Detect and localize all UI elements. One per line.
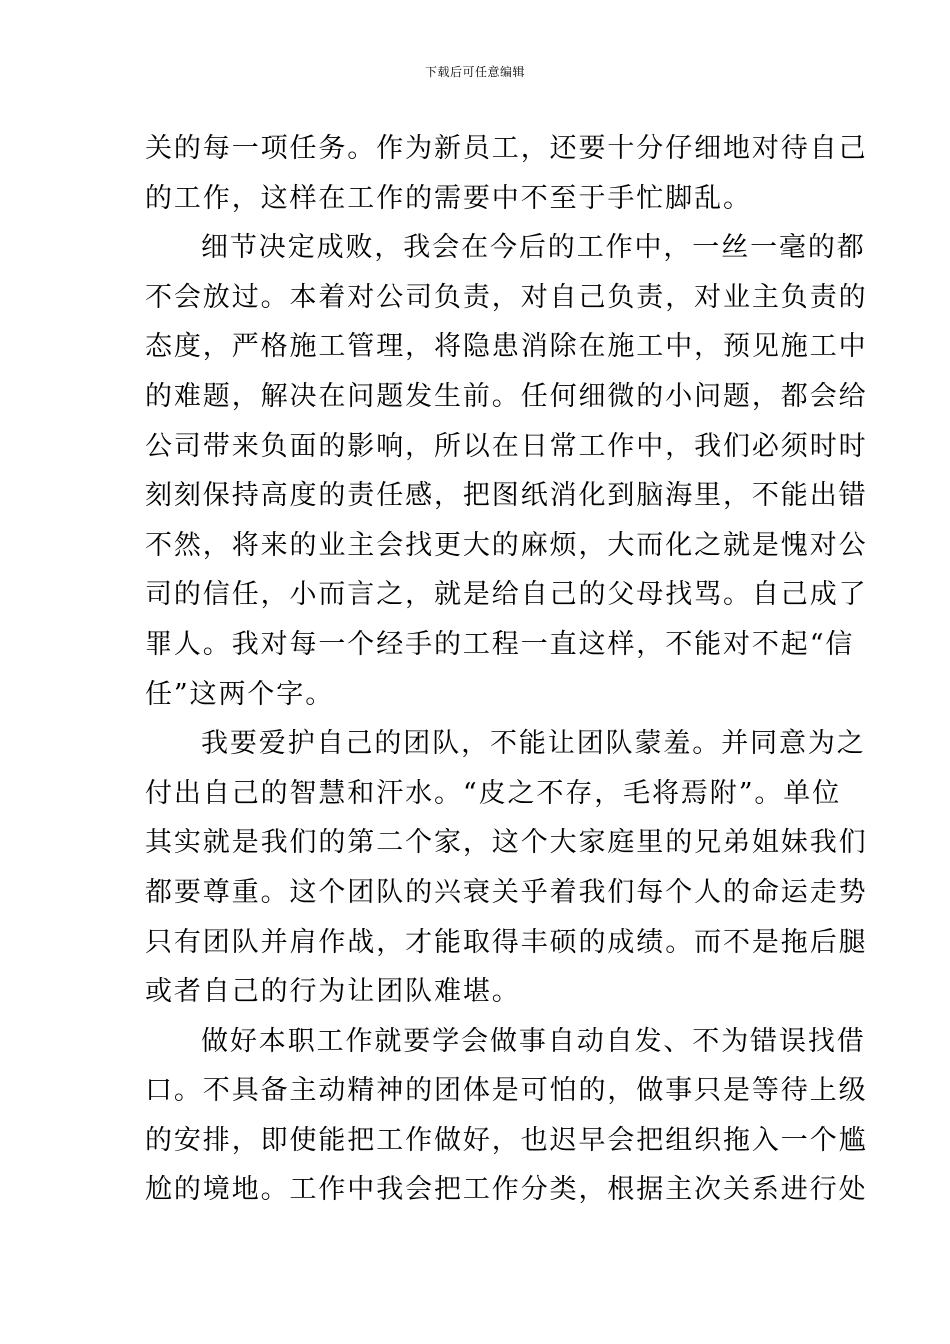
text-line: 其实就是我们的第二个家，这个大家庭里的兄弟姐妹我们: [145, 827, 868, 859]
text-line: 的工作，这样在工作的需要中不至于手忙脚乱。: [145, 182, 752, 214]
paragraph-first-line: 细节决定成败，我会在今后的工作中，一丝一毫的都: [201, 232, 866, 264]
text-line: 的安排，即使能把工作做好，也迟早会把组织拖入一个尴: [145, 1124, 868, 1156]
text-line: 都要尊重。这个团队的兴衰关乎着我们每个人的命运走势: [145, 876, 868, 908]
text-line: 不然，将来的业主会找更大的麻烦，大而化之就是愧对公: [145, 529, 868, 561]
text-line: 尬的境地。工作中我会把工作分类，根据主次关系进行处: [145, 1174, 868, 1206]
text-line: 或者自己的行为让团队难堪。: [145, 976, 521, 1008]
text-line: 付出自己的智慧和汗水。“皮之不存，毛将焉附”。单位: [145, 777, 842, 809]
text-line: 只有团队并肩作战，才能取得丰硕的成绩。而不是拖后腿: [145, 926, 868, 958]
paragraph-first-line: 我要爱护自己的团队，不能让团队蒙羞。并同意为之: [201, 728, 866, 760]
text-line: 不会放过。本着对公司负责，对自己负责，对业主负责的: [145, 281, 868, 313]
text-line: 罪人。我对每一个经手的工程一直这样，不能对不起“信: [145, 628, 855, 660]
text-line: 刻刻保持高度的责任感，把图纸消化到脑海里，不能出错: [145, 480, 868, 512]
text-line: 口。不具备主动精神的团体是可怕的，做事只是等待上级: [145, 1075, 868, 1107]
text-line: 任”这两个字。: [145, 678, 335, 710]
text-line: 司的信任，小而言之，就是给自己的父母找骂。自己成了: [145, 579, 868, 611]
paragraph-first-line: 做好本职工作就要学会做事自动自发、不为错误找借: [201, 1025, 866, 1057]
text-line: 的难题，解决在问题发生前。任何细微的小问题，都会给: [145, 380, 868, 412]
text-line: 关的每一项任务。作为新员工，还要十分仔细地对待自己: [145, 133, 868, 164]
text-line: 态度，严格施工管理，将隐患消除在施工中，预见施工中: [145, 331, 868, 363]
document-body: [145, 124, 868, 1215]
page-header: 下载后可任意编辑: [424, 65, 525, 79]
text-line: 公司带来负面的影响，所以在日常工作中，我们必须时时: [145, 430, 868, 462]
